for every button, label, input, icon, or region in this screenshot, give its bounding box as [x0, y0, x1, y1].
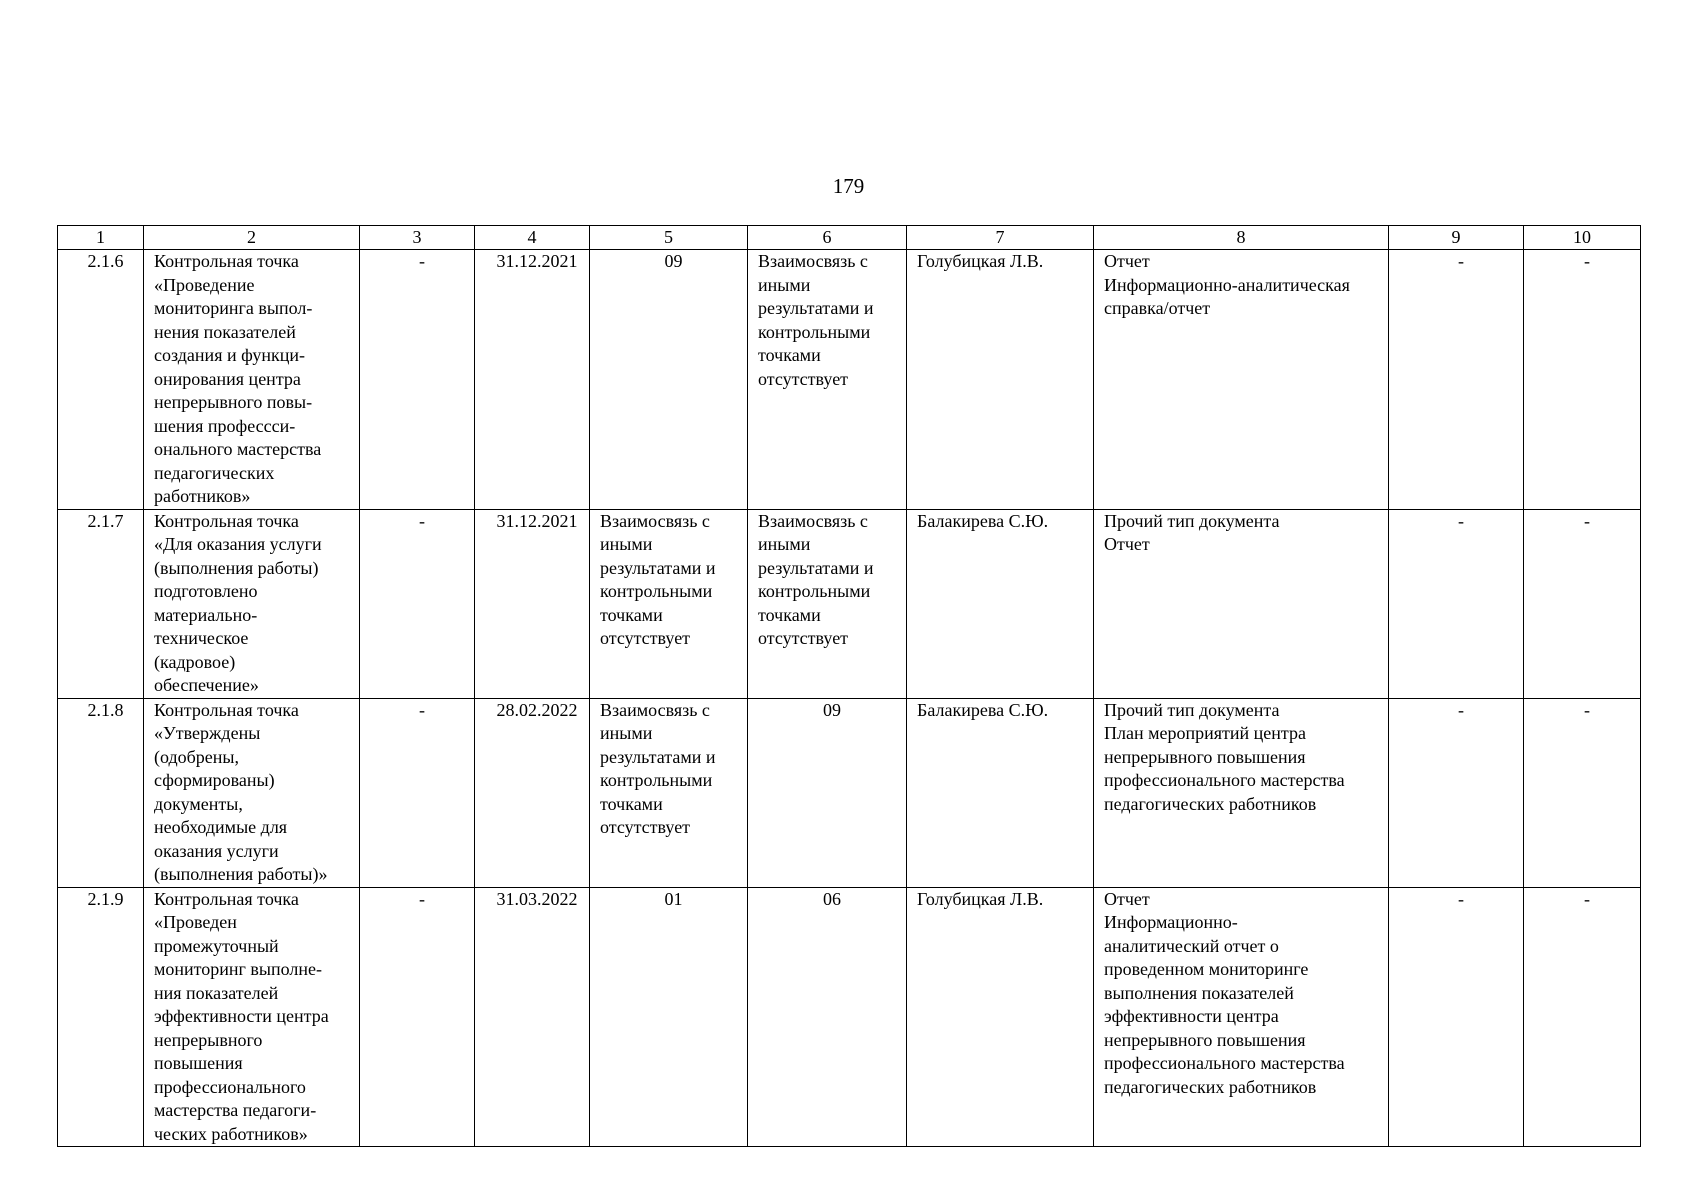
cell-col-9: -	[1389, 509, 1524, 698]
responsible-person: Голубицкая Л.В.	[907, 250, 1094, 510]
table-header-row	[58, 226, 1641, 250]
cell-col-6: 06	[748, 887, 907, 1147]
deadline-date: 31.03.2022	[475, 887, 590, 1147]
document-type: Отчет Информационно-аналитическая справка/отчет	[1094, 250, 1389, 510]
cell-col-3: -	[360, 250, 475, 510]
cell-col-10: -	[1524, 509, 1641, 698]
cell-col-6: Взаимосвязь с иными результатами и контрольными точками отсутствует	[748, 509, 907, 698]
table-row	[58, 250, 1641, 510]
header-col-4: 4	[475, 226, 590, 250]
cell-col-9: -	[1389, 887, 1524, 1147]
control-point-name: Контрольная точка «Утверждены (одобрены, сформированы) документы, необходимые для оказания услуги (выполнения работы)»	[144, 698, 360, 887]
control-point-name: Контрольная точка «Проведение мониторинга выпол- нения показателей создания и функци- онирования центра непрерывного повы- шения профессси- онального мастерства педагогических работников»	[144, 250, 360, 510]
cell-col-5: 09	[590, 250, 748, 510]
cell-col-5: Взаимосвязь с иными результатами и контрольными точками отсутствует	[590, 509, 748, 698]
cell-col-10: -	[1524, 887, 1641, 1147]
row-number: 2.1.7	[58, 509, 144, 698]
header-col-6: 6	[748, 226, 907, 250]
table-row	[58, 698, 1641, 887]
cell-col-3: -	[360, 887, 475, 1147]
cell-col-9: -	[1389, 698, 1524, 887]
cell-col-10: -	[1524, 250, 1641, 510]
cell-col-5: 01	[590, 887, 748, 1147]
header-col-5: 5	[590, 226, 748, 250]
cell-col-5: Взаимосвязь с иными результатами и контрольными точками отсутствует	[590, 698, 748, 887]
header-col-1: 1	[58, 226, 144, 250]
header-col-7: 7	[907, 226, 1094, 250]
document-type: Прочий тип документа План мероприятий центра непрерывного повышения профессионального мастерства педагогических работников	[1094, 698, 1389, 887]
responsible-person: Балакирева С.Ю.	[907, 509, 1094, 698]
cell-col-10: -	[1524, 698, 1641, 887]
cell-col-3: -	[360, 509, 475, 698]
responsible-person: Балакирева С.Ю.	[907, 698, 1094, 887]
header-col-3: 3	[360, 226, 475, 250]
row-number: 2.1.9	[58, 887, 144, 1147]
row-number: 2.1.6	[58, 250, 144, 510]
control-point-name: Контрольная точка «Проведен промежуточный мониторинг выполне- ния показателей эффективности центра непрерывного повышения профессионального мастерства педагоги- ческих работников»	[144, 887, 360, 1147]
cell-col-9: -	[1389, 250, 1524, 510]
deadline-date: 28.02.2022	[475, 698, 590, 887]
cell-col-6: Взаимосвязь с иными результатами и контрольными точками отсутствует	[748, 250, 907, 510]
row-number: 2.1.8	[58, 698, 144, 887]
document-type: Прочий тип документа Отчет	[1094, 509, 1389, 698]
control-point-name: Контрольная точка «Для оказания услуги (выполнения работы) подготовлено материально- техническое (кадровое) обеспечение»	[144, 509, 360, 698]
cell-col-3: -	[360, 698, 475, 887]
page-number: 179	[832, 174, 865, 198]
deadline-date: 31.12.2021	[475, 509, 590, 698]
header-col-8: 8	[1094, 226, 1389, 250]
responsible-person: Голубицкая Л.В.	[907, 887, 1094, 1147]
document-type: Отчет Информационно- аналитический отчет о проведенном мониторинге выполнения показателей эффективности центра непрерывного повышения профессионального мастерства педагогических работников	[1094, 887, 1389, 1147]
cell-col-6: 09	[748, 698, 907, 887]
table-row	[58, 887, 1641, 1147]
table-row	[58, 509, 1641, 698]
control-points-table	[57, 225, 1641, 1147]
header-col-2: 2	[144, 226, 360, 250]
header-col-10: 10	[1524, 226, 1641, 250]
header-col-9: 9	[1389, 226, 1524, 250]
deadline-date: 31.12.2021	[475, 250, 590, 510]
